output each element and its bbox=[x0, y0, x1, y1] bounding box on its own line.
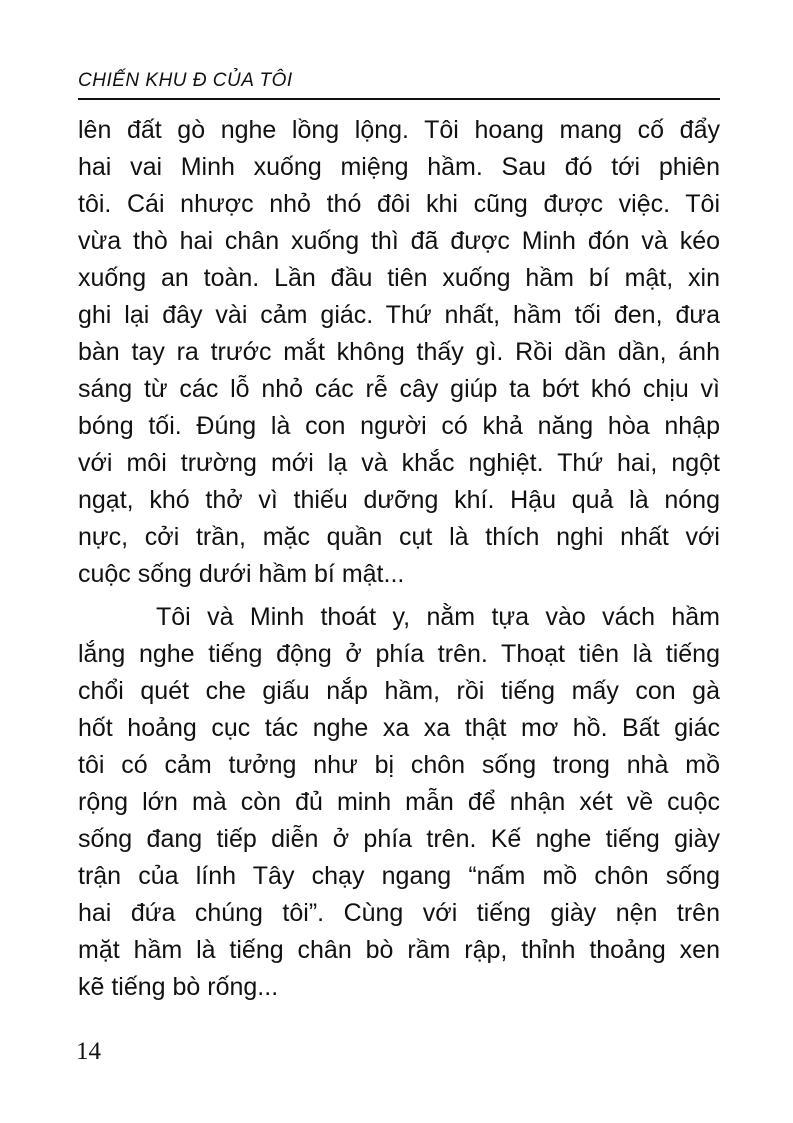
text-line: xuống an toàn. Lần đầu tiên xuống hầm bí mật, xin bbox=[78, 264, 720, 292]
text-line: với môi trường mới lạ và khắc nghiệt. Thứ hai, ngột bbox=[78, 449, 720, 477]
text-line: Tôi và Minh thoát y, nằm tựa vào vách hầm bbox=[156, 603, 720, 631]
text-line: tôi có cảm tưởng như bị chôn sống trong nhà mồ bbox=[78, 751, 720, 779]
body-text bbox=[78, 112, 720, 1006]
text-line: ngạt, khó thở vì thiếu dưỡng khí. Hậu quả là nóng bbox=[78, 486, 720, 514]
text-line: rộng lớn mà còn đủ minh mẫn để nhận xét về cuộc bbox=[78, 788, 720, 816]
text-line: hốt hoảng cục tác nghe xa xa thật mơ hồ. Bất giác bbox=[78, 714, 720, 742]
running-header bbox=[78, 66, 720, 100]
text-line: hai vai Minh xuống miệng hầm. Sau đó tới phiên bbox=[78, 153, 720, 181]
text-line: chổi quét che giấu nắp hầm, rồi tiếng mấy con gà bbox=[78, 677, 720, 705]
text-line: hai đứa chúng tôi”. Cùng với tiếng giày nện trên bbox=[78, 899, 720, 927]
text-line: kẽ tiếng bò rống... bbox=[78, 973, 279, 1001]
text-line: sáng từ các lỗ nhỏ các rễ cây giúp ta bớt khó chịu vì bbox=[78, 375, 720, 403]
text-line: nực, cởi trần, mặc quần cụt là thích nghi nhất với bbox=[78, 523, 720, 551]
paragraph-2 bbox=[78, 599, 720, 1006]
text-line: ghi lại đây vài cảm giác. Thứ nhất, hầm tối đen, đưa bbox=[78, 301, 720, 329]
running-title: CHIẾN KHU Đ CỦA TÔI bbox=[78, 70, 293, 91]
text-line: bàn tay ra trước mắt không thấy gì. Rồi dần dần, ánh bbox=[78, 338, 720, 366]
text-line: mặt hầm là tiếng chân bò rầm rập, thỉnh thoảng xen bbox=[78, 936, 720, 964]
text-line: sống đang tiếp diễn ở phía trên. Kế nghe tiếng giày bbox=[78, 825, 720, 853]
paragraph-1 bbox=[78, 112, 720, 593]
page-number: 14 bbox=[76, 1038, 101, 1065]
text-line: tôi. Cái nhược nhỏ thó đôi khi cũng được việc. Tôi bbox=[78, 190, 720, 218]
text-line: vừa thò hai chân xuống thì đã được Minh đón và kéo bbox=[78, 227, 720, 255]
text-line: cuộc sống dưới hầm bí mật... bbox=[78, 560, 405, 588]
text-line: bóng tối. Đúng là con người có khả năng hòa nhập bbox=[78, 412, 720, 440]
text-line: lên đất gò nghe lồng lộng. Tôi hoang mang cố đẩy bbox=[78, 116, 720, 144]
text-line: trận của lính Tây chạy ngang “nấm mồ chôn sống bbox=[78, 862, 720, 890]
text-line: lắng nghe tiếng động ở phía trên. Thoạt tiên là tiếng bbox=[78, 640, 720, 668]
